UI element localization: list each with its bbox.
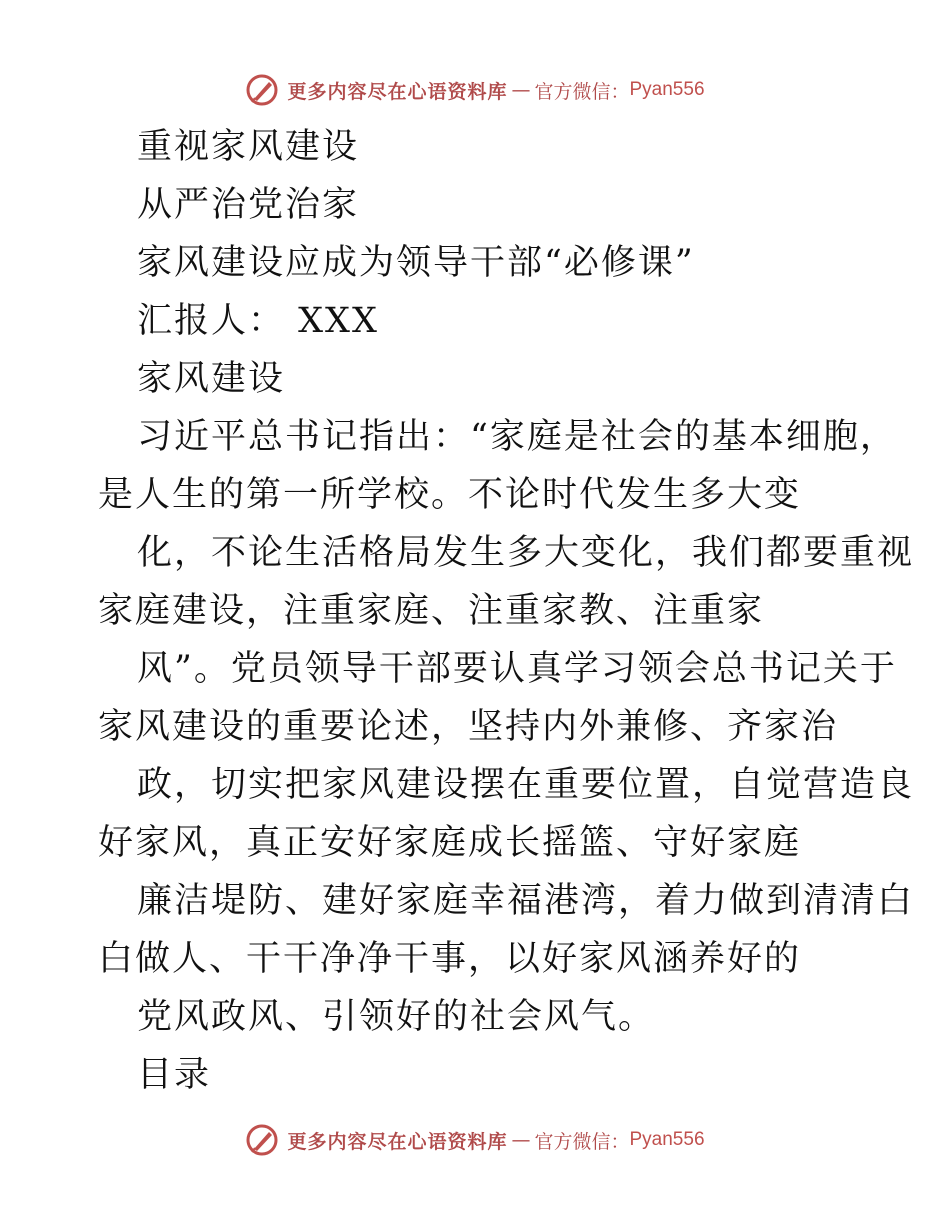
watermark-text: 更多内容尽在心语资料库 bbox=[287, 80, 508, 103]
watermark-text: 更多内容尽在心语资料库 bbox=[287, 1130, 508, 1153]
paragraph-line: 白做人、干干净净干事，以好家风涵养好的 bbox=[98, 939, 802, 979]
watermark-wechat-label: 官方微信： bbox=[534, 1130, 630, 1153]
watermark-wechat-id: Pyan556 bbox=[629, 1129, 705, 1150]
paragraph-line: 风”。党员领导干部要认真学习领会总书记关于 bbox=[137, 649, 897, 689]
paragraph-line: 习近平总书记指出：“家庭是社会的基本细胞， bbox=[137, 417, 897, 457]
header-watermark bbox=[0, 70, 950, 110]
doc-title: 重视家风建设 bbox=[137, 127, 360, 167]
paragraph-line: 政，切实把家风建设摆在重要位置，自觉营造良 bbox=[137, 765, 915, 805]
section-heading: 家风建设 bbox=[137, 359, 286, 399]
quill-logo-icon bbox=[245, 73, 279, 107]
toc-heading: 目录 bbox=[137, 1055, 212, 1095]
paragraph-line: 家庭建设，注重家庭、注重家教、注重家 bbox=[98, 591, 765, 631]
paragraph-line: 家风建设的重要论述，坚持内外兼修、齐家治 bbox=[98, 707, 839, 747]
paragraph-line: 好家风，真正安好家庭成长摇篮、守好家庭 bbox=[98, 823, 802, 863]
quill-logo-icon bbox=[245, 1123, 279, 1157]
watermark-separator: — bbox=[511, 1129, 531, 1151]
paragraph-line: 化，不论生活格局发生多大变化，我们都要重视 bbox=[137, 533, 915, 573]
reporter-line: 汇报人： XXX bbox=[137, 301, 379, 341]
footer-watermark bbox=[0, 1120, 950, 1160]
watermark-separator: — bbox=[511, 79, 531, 101]
paragraph-line: 党风政风、引领好的社会风气。 bbox=[137, 997, 656, 1037]
doc-subtitle: 从严治党治家 bbox=[137, 185, 360, 225]
watermark-wechat-id: Pyan556 bbox=[629, 79, 705, 100]
doc-subtitle-2: 家风建设应成为领导干部“必修课” bbox=[137, 243, 695, 283]
watermark-wechat-label: 官方微信： bbox=[534, 80, 630, 103]
paragraph-line: 是人生的第一所学校。不论时代发生多大变 bbox=[98, 475, 802, 515]
paragraph-line: 廉洁堤防、建好家庭幸福港湾，着力做到清清白 bbox=[137, 881, 915, 921]
